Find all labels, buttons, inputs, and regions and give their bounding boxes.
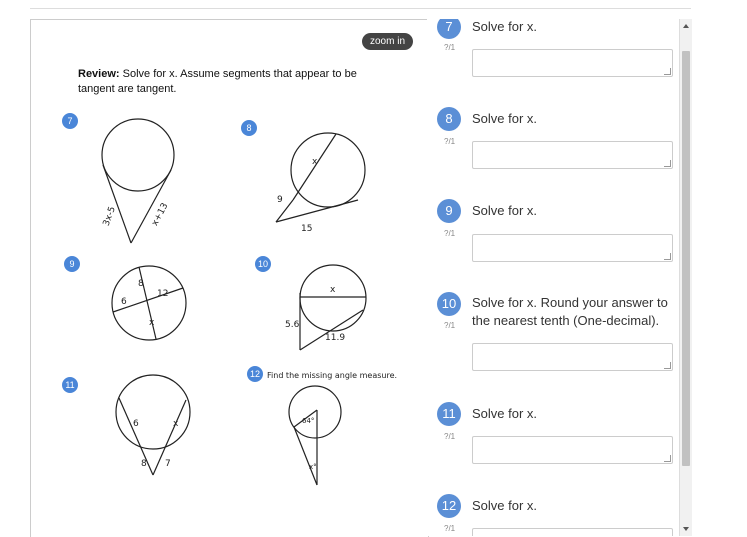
figure-12-label-x: x° (309, 463, 317, 471)
problem-9-badge: 9 (64, 256, 80, 272)
question-9-prompt: Solve for x. (472, 203, 538, 218)
question-7-score: ?/1 (444, 43, 456, 52)
zoom-in-button[interactable]: zoom in (362, 33, 413, 50)
question-9-score: ?/1 (444, 229, 456, 238)
question-10-number: 10 (437, 292, 461, 316)
figure-10-label-11-9: 11.9 (325, 333, 346, 343)
scroll-up-arrow-icon[interactable] (683, 24, 689, 28)
figure-9-label-x: x (149, 318, 155, 328)
resize-grip-icon[interactable] (664, 455, 671, 462)
question-10-prompt: Solve for x. Round your answer to the nearest tenth (One-decimal). (472, 295, 668, 328)
figure-9-label-6: 6 (121, 297, 127, 307)
problem-12-badge: 12 (247, 366, 263, 382)
figure-7 (102, 119, 174, 243)
figure-11-label-8: 8 (141, 459, 147, 469)
figure-8-label-x: x (312, 157, 318, 167)
question-7-prompt: Solve for x. (472, 19, 538, 34)
figure-12-label-64: 64° (302, 417, 315, 425)
figure-11-label-7: 7 (165, 459, 171, 469)
question-10-score: ?/1 (444, 321, 456, 330)
resize-grip-icon[interactable] (664, 253, 671, 260)
figure-8 (276, 133, 365, 222)
scroll-thumb[interactable] (682, 51, 690, 466)
question-11-number: 11 (437, 402, 461, 426)
figure-12-caption: Find the missing angle measure. (267, 371, 398, 380)
figure-11-label-x: x (173, 419, 179, 429)
figure-10-label-x: x (330, 285, 336, 295)
question-8-score: ?/1 (444, 137, 456, 146)
resize-grip-icon[interactable] (664, 160, 671, 167)
figure-9-label-8: 8 (138, 279, 144, 289)
worksheet-figures (31, 20, 428, 537)
question-8-answer-input[interactable] (472, 141, 673, 169)
figure-7-label-left: 3x-5 (101, 205, 118, 228)
resize-grip-icon[interactable] (664, 362, 671, 369)
question-7-number: 7 (437, 19, 461, 39)
figure-8-label-15: 15 (301, 224, 313, 234)
question-8-number: 8 (437, 107, 461, 131)
question-10-answer-input[interactable] (472, 343, 673, 371)
worksheet-panel (30, 19, 429, 537)
problem-8-badge: 8 (241, 120, 257, 136)
question-12-score: ?/1 (444, 524, 456, 533)
question-11-prompt: Solve for x. (472, 406, 538, 421)
figure-11-label-6: 6 (133, 419, 139, 429)
question-8-prompt: Solve for x. (472, 111, 538, 126)
top-divider (30, 8, 691, 9)
review-text: Solve for x. Assume segments that appear to be tangent are tangent. (78, 68, 357, 95)
answer-panel (427, 19, 678, 536)
question-9-answer-input[interactable] (472, 234, 673, 262)
question-11-score: ?/1 (444, 432, 456, 441)
figure-7-label-right: x+13 (150, 201, 171, 228)
figure-8-label-9: 9 (277, 195, 283, 205)
problem-10-badge: 10 (255, 256, 271, 272)
vertical-scrollbar[interactable] (679, 19, 692, 536)
question-12-prompt: Solve for x. (472, 498, 538, 513)
question-7-answer-input[interactable] (472, 49, 673, 77)
problem-7-badge: 7 (62, 113, 78, 129)
question-9-number: 9 (437, 199, 461, 223)
figure-9-label-12: 12 (157, 289, 169, 299)
scroll-down-arrow-icon[interactable] (683, 527, 689, 531)
figure-10-label-5-6: 5.6 (285, 320, 300, 330)
question-11-answer-input[interactable] (472, 436, 673, 464)
question-12-answer-input[interactable] (472, 528, 673, 536)
question-12-number: 12 (437, 494, 461, 518)
review-bold: Review: (78, 68, 120, 80)
figure-11 (116, 375, 190, 475)
resize-grip-icon[interactable] (664, 68, 671, 75)
problem-11-badge: 11 (62, 377, 78, 393)
